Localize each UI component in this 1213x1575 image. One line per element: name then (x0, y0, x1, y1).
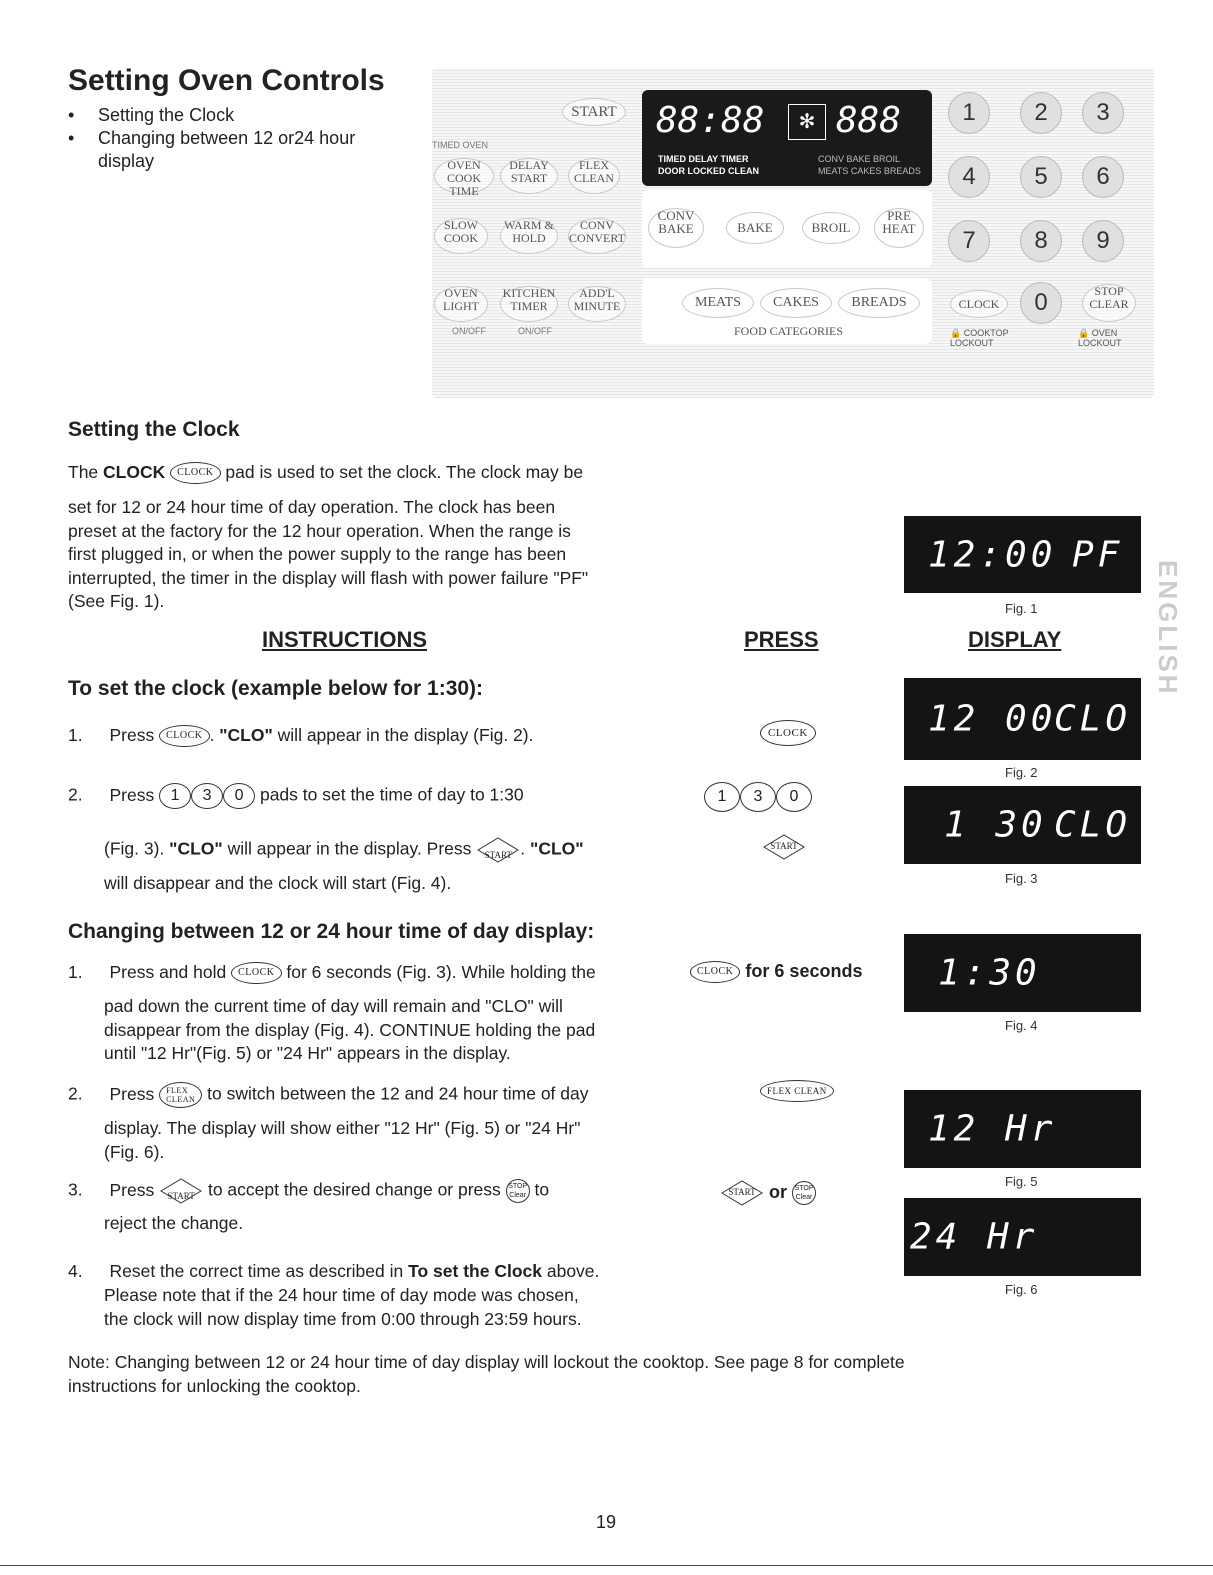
press-digits (704, 782, 812, 812)
start-pad: START (562, 98, 626, 126)
lock-icon: 🔒 (950, 328, 962, 338)
lcd-time: 12 00 (928, 698, 1057, 740)
panel-display (642, 90, 932, 186)
set-clock-step-1: 1. Press CLOCK . "CLO" will appear in the display (Fig. 2). (68, 724, 668, 748)
display-label: MEATS CAKES BREADS (818, 166, 921, 176)
pad-3-icon: 3 (740, 782, 776, 812)
paragraph-line: pad down the current time of day will remain and "CLO" will (104, 996, 563, 1016)
oven-lockout-label (1078, 328, 1148, 348)
lcd-time: 1:30 (938, 952, 1041, 994)
footnote (68, 1351, 1068, 1398)
paragraph-line: interrupted, the timer in the display will flash with power failure "PF" (68, 567, 589, 588)
or-text: or (769, 1181, 788, 1202)
fan-icon: ✻ (788, 104, 826, 140)
warm-hold-pad: WARM & HOLD (500, 218, 558, 254)
on-off-label: ON/OFF (518, 326, 552, 336)
text: (Fig. 3). (104, 838, 165, 859)
start-pad-icon: START (720, 1180, 764, 1206)
text: for 6 seconds (Fig. 3). While holding the (286, 962, 596, 982)
clock-pad-icon: CLOCK (760, 720, 816, 746)
text: to accept the desired change or press (207, 1179, 501, 1200)
text: will appear in the display. Press (227, 838, 472, 859)
paragraph-line: (See Fig. 1). (68, 591, 165, 611)
text: to switch between the 12 and 24 hour time of day (207, 1083, 589, 1104)
change-step-3-cont: reject the change. (104, 1213, 244, 1233)
delay-start-pad: DELAY START (500, 158, 558, 194)
cakes-pad: CAKES (760, 288, 832, 318)
lcd-fig-3 (904, 786, 1141, 864)
clock-word: CLOCK (103, 462, 166, 482)
clock-pad-icon: CLOCK (690, 961, 740, 983)
lcd-time: 1 30 (944, 804, 1047, 846)
change-step-1 (68, 961, 688, 985)
change-step-2 (68, 1082, 688, 1108)
conv-bake-pad: CONV BAKE (648, 208, 704, 248)
instructions-header: INSTRUCTIONS (262, 627, 427, 652)
set-clock-step-2-end: will disappear and the clock will start (Fig. 4). (104, 873, 452, 893)
set-clock-step-2 (68, 783, 688, 809)
topic-item: • Setting the Clock (62, 104, 412, 127)
start-pad-icon: START (476, 837, 520, 863)
text: Press (109, 784, 155, 805)
text: Press (109, 1083, 155, 1104)
keypad-3: 3 (1082, 92, 1124, 134)
stop-clear-pad-icon: STOP Clear (792, 1181, 816, 1205)
oven-light-pad: OVEN LIGHT (434, 286, 488, 322)
lcd-text: 12 Hr (928, 1108, 1057, 1150)
change-step-1-cont (104, 995, 684, 1066)
flex-clean-pad: FLEX CLEAN (568, 158, 620, 194)
step-number: 2. (68, 1083, 83, 1104)
start-pad-icon: START (159, 1178, 203, 1204)
paragraph-line: Please note that if the 24 hour time of day mode was chosen, (104, 1285, 579, 1305)
press-flex-clean (760, 1080, 834, 1102)
change-format-heading: Changing between 12 or 24 hour time of day display: (68, 920, 595, 943)
oven-cook-time-pad: OVEN COOK TIME (434, 158, 494, 194)
page-number: 19 (596, 1512, 617, 1532)
step-number: 3. (68, 1179, 83, 1200)
text: Press and hold (109, 962, 227, 982)
keypad-2: 2 (1020, 92, 1062, 134)
lcd-status: PF (1072, 534, 1124, 575)
pad-1-icon: 1 (159, 783, 191, 809)
text: pads to set the time of day to 1:30 (259, 784, 524, 805)
text: The (68, 462, 99, 482)
set-clock-step-2-cont: (Fig. 3). "CLO" will appear in the display. Press START . "CLO" (104, 837, 684, 863)
display-label: TIMED DELAY TIMER (658, 154, 749, 164)
text: above. (546, 1261, 600, 1281)
step-number: 1. (68, 725, 83, 745)
cooktop-lockout-text: COOKTOP LOCKOUT (950, 328, 1009, 348)
change-step-3 (68, 1178, 688, 1204)
clock-intro-paragraph (68, 496, 748, 614)
flex-clean-pad-icon: FLEX CLEAN (159, 1082, 202, 1108)
change-step-4 (68, 1260, 708, 1284)
paragraph-line: disappear from the display (Fig. 4). CONTINUE holding the pad (104, 1019, 596, 1040)
keypad-4: 4 (948, 156, 990, 198)
set-clock-heading: To set the clock (example below for 1:30): (68, 677, 484, 700)
figure-label: Fig. 1 (1005, 601, 1038, 616)
clock-pad: CLOCK (950, 290, 1008, 318)
text: to (534, 1179, 550, 1200)
start-pad-icon (762, 834, 806, 860)
clock-pad-icon: CLOCK (159, 725, 209, 747)
lcd-fig-5 (904, 1090, 1141, 1168)
pad-1-icon: 1 (704, 782, 740, 812)
paragraph-line: (Fig. 6). (104, 1141, 165, 1162)
stop-clear-pad: STOP CLEAR (1082, 284, 1136, 322)
press-hold-clock (690, 961, 862, 983)
figure-label: Fig. 5 (1005, 1174, 1038, 1189)
lcd-fig-2 (904, 678, 1141, 760)
oven-lockout-text: OVEN LOCKOUT (1078, 328, 1122, 348)
meats-pad: MEATS (682, 288, 754, 318)
food-categories-area (642, 278, 932, 344)
clo-text: "CLO" (169, 838, 223, 859)
lcd-status: CLO (1054, 804, 1132, 846)
breads-pad: BREADS (838, 288, 920, 318)
bake-pad: BAKE (726, 212, 784, 244)
food-categories-label: FOOD CATEGORIES (734, 324, 844, 338)
page-title: Setting Oven Controls (68, 64, 385, 97)
lcd-fig-1 (904, 516, 1141, 593)
display-label: CONV BAKE BROIL (818, 154, 901, 164)
step-number: 1. (68, 962, 83, 982)
figure-label: Fig. 4 (1005, 1018, 1038, 1033)
clo-text: "CLO" (530, 838, 584, 859)
keypad-0: 0 (1020, 282, 1062, 324)
clock-intro-first-line (68, 461, 708, 485)
paragraph-line: first plugged in, or when the power supply to the range has been (68, 544, 567, 564)
topic-item: • Changing between 12 or24 hour display (62, 127, 412, 173)
keypad-5: 5 (1020, 156, 1062, 198)
step-number: 2. (68, 784, 83, 805)
press-start (762, 834, 806, 860)
bottom-rule (0, 1565, 1213, 1566)
paragraph-line: preset at the factory for the 12 hour operation. When the range is (68, 520, 571, 541)
pad-0-icon: 0 (223, 783, 255, 809)
lock-icon: 🔒 (1078, 328, 1090, 338)
topic-list (62, 104, 412, 173)
figure-label: Fig. 6 (1005, 1282, 1038, 1297)
lcd-fig-6 (904, 1198, 1141, 1276)
slow-cook-pad: SLOW COOK (434, 218, 488, 254)
keypad-6: 6 (1082, 156, 1124, 198)
note-line: Note: Changing between 12 or 24 hour time of day display will lockout the cooktop. See page 8 for complete (68, 1352, 905, 1372)
preheat-pad: PRE HEAT (874, 208, 924, 248)
text: will appear in the display (Fig. 2). (277, 725, 534, 745)
section-heading: Setting the Clock (68, 418, 240, 441)
clock-pad-icon: CLOCK (170, 462, 220, 484)
conv-convert-pad: CONV CONVERT (568, 218, 626, 254)
link-text: To set the Clock (408, 1261, 542, 1281)
broil-pad: BROIL (802, 212, 860, 244)
press-start-or-stop (720, 1180, 816, 1206)
language-tab: ENGLISH (1153, 560, 1183, 697)
change-step-4-cont (104, 1284, 704, 1331)
pad-3-icon: 3 (191, 783, 223, 809)
timed-oven-label: TIMED OVEN (432, 140, 489, 150)
figure-label: Fig. 3 (1005, 871, 1038, 886)
start-label: START (770, 841, 798, 851)
addl-minute-pad: ADD'L MINUTE (568, 286, 626, 322)
cooktop-lockout-label (950, 328, 1030, 348)
keypad-8: 8 (1020, 220, 1062, 262)
lcd-fig-4 (904, 934, 1141, 1012)
step-number: 4. (68, 1261, 83, 1281)
text: Press (109, 1179, 155, 1200)
pad-0-icon: 0 (776, 782, 812, 812)
display-label: DOOR LOCKED CLEAN (658, 166, 759, 176)
text: Press (109, 725, 155, 745)
control-panel-illustration (432, 68, 1154, 398)
clock-pad-icon: CLOCK (231, 962, 281, 984)
display-header: DISPLAY (968, 627, 1062, 652)
stop-clear-pad-icon: STOP Clear (506, 1179, 530, 1203)
on-off-label: ON/OFF (452, 326, 486, 336)
for-6-seconds-text: for 6 seconds (745, 961, 863, 981)
press-clock (760, 720, 816, 746)
cook-mode-area (642, 190, 932, 268)
lcd-time: 12:00 (928, 534, 1057, 575)
note-line: instructions for unlocking the cooktop. (68, 1375, 361, 1396)
figure-label: Fig. 2 (1005, 765, 1038, 780)
lcd-status: CLO (1054, 698, 1132, 740)
paragraph-line: until "12 Hr"(Fig. 5) or "24 Hr" appears in the display. (104, 1043, 511, 1063)
text: pad is used to set the clock. The clock may be (225, 462, 584, 482)
display-digits-right: 888 (836, 100, 902, 141)
keypad-1: 1 (948, 92, 990, 134)
lcd-text: 24 Hr (910, 1216, 1039, 1258)
flex-clean-pad-icon: FLEX CLEAN (760, 1080, 834, 1102)
text: Reset the correct time as described in (109, 1261, 404, 1281)
keypad-7: 7 (948, 220, 990, 262)
paragraph-line: the clock will now display time from 0:00 through 23:59 hours. (104, 1308, 582, 1329)
press-header: PRESS (744, 627, 819, 652)
paragraph-line: display. The display will show either "12 Hr" (Fig. 5) or "24 Hr" (104, 1118, 581, 1138)
keypad-9: 9 (1082, 220, 1124, 262)
paragraph-line: set for 12 or 24 hour time of day operation. The clock has been (68, 497, 556, 517)
clo-text: "CLO" (219, 725, 273, 745)
kitchen-timer-pad: KITCHEN TIMER (500, 286, 558, 322)
change-step-2-cont (104, 1117, 684, 1164)
display-digits: 88:88 (656, 100, 765, 141)
